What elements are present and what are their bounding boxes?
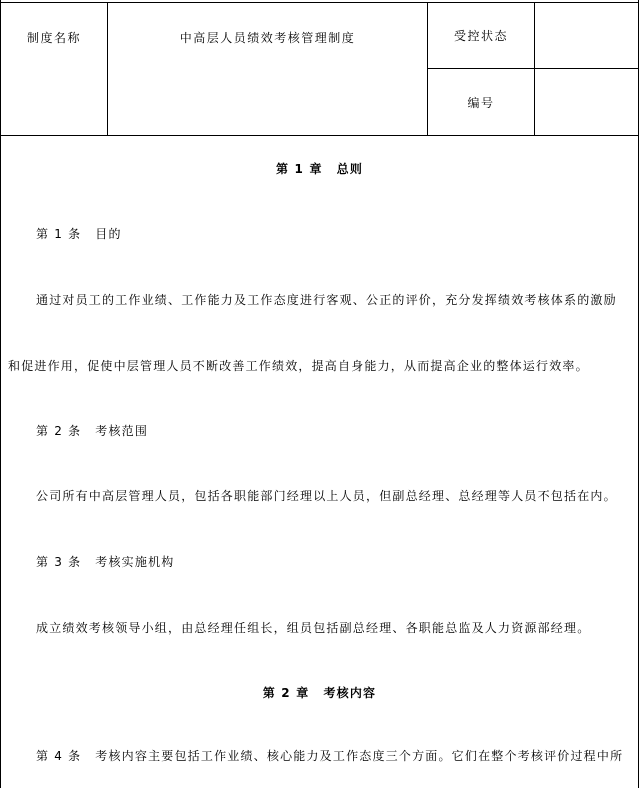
- control-status-label: 受控状态: [453, 29, 508, 43]
- header-table: [0, 2, 639, 136]
- article-2-text: 公司所有中高层管理人员，包括各职能部门经理以上人员，但副总经理、总经理等人员不包括在内。: [36, 489, 617, 503]
- number-label: 编号: [467, 95, 495, 110]
- article-4-number: 第 4 条: [36, 749, 82, 763]
- document-title: 中高层人员绩效考核管理制度: [179, 31, 356, 45]
- article-1-number: 第 1 条: [36, 227, 82, 241]
- chapter-2-title: 考核内容: [323, 686, 377, 700]
- article-4-text: 考核内容主要包括工作业绩、核心能力及工作态度三个方面。它们在整个考核评价过程中所: [95, 749, 624, 763]
- chapter-2-heading: [0, 684, 639, 701]
- article-2-heading: [36, 422, 148, 439]
- article-2-number: 第 2 条: [36, 424, 82, 438]
- control-label-cell: [428, 3, 535, 69]
- chapter-1-heading: [0, 160, 639, 177]
- chapter-2-number: 第 2 章: [262, 686, 310, 700]
- article-2-title: 考核范围: [95, 424, 149, 438]
- article-3-heading: [36, 553, 174, 570]
- control-value-cell: [535, 3, 639, 69]
- article-3-title: 考核实施机构: [95, 555, 175, 569]
- number-label-cell: [428, 69, 535, 136]
- chapter-1-title: 总则: [336, 162, 364, 176]
- name-label-cell: [1, 3, 108, 136]
- article-3-text: 成立绩效考核领导小组，由总经理任组长，组员包括副总经理、各职能总监及人力资源部经理。: [36, 621, 591, 635]
- chapter-1-number: 第 1 章: [275, 162, 323, 176]
- article-3-number: 第 3 条: [36, 555, 82, 569]
- article-1-title: 目的: [95, 227, 122, 241]
- article-4-heading: [36, 747, 623, 764]
- name-label: 制度名称: [26, 31, 81, 45]
- article-1-text-line-2: 和促进作用，促使中层管理人员不断改善工作绩效，提高自身能力，从而提高企业的整体运行效率。: [8, 359, 589, 373]
- article-1-text-line-1: 通过对员工的工作业绩、工作能力及工作态度进行客观、公正的评价，充分发挥绩效考核体系的激励: [36, 293, 617, 307]
- article-1-heading: [36, 225, 122, 242]
- name-value-cell: [108, 3, 428, 136]
- number-value-cell: [535, 69, 639, 136]
